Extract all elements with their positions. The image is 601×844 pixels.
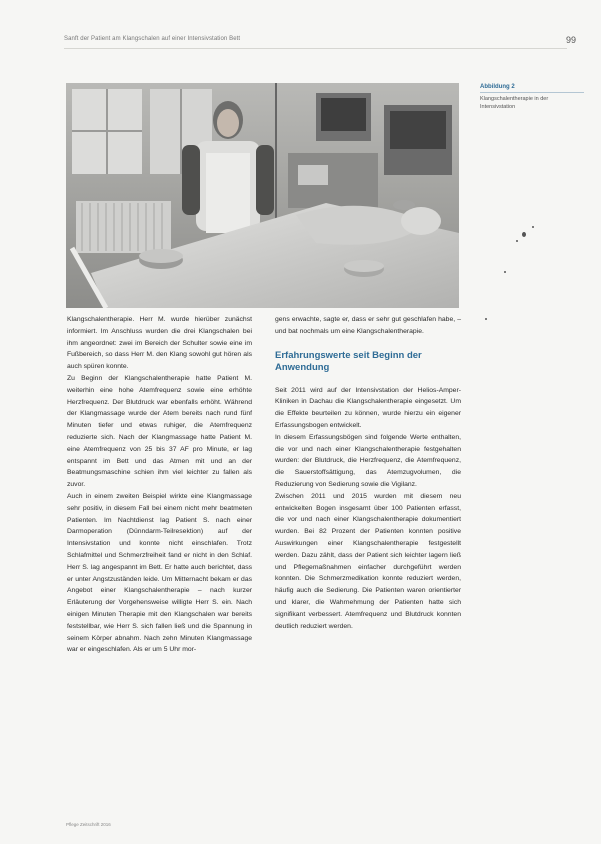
caption-rule [480, 92, 584, 93]
left-text-column [67, 314, 252, 656]
paragraph: gens erwachte, sagte er, dass er sehr gut geschlafen habe, – und bat nochmals um eine Klangschalentherapie. [275, 316, 461, 335]
page-footer: Pflege Zeitschrift 2016 [66, 822, 111, 827]
intensive-care-photo-illustration [66, 83, 459, 308]
paragraph: Zu Beginn der Klangschalentherapie hatte Patient M. weiterhin eine hohe Atemfrequenz sowie eine erhöhte Herzfrequenz. Der Blutdruck war ebenfalls erhöht. Während der Klangmassage wurde der Atem bereits nach rund fünf Minuten tiefer und etwas ruhiger, die Atemfrequenz reduzierte sich. Nach der Klangmassage hatte Patient M. eine Atemfrequenz von 25 bis 37 AF pro Minute, er lag entspannt im Bett und das Atmen mit und an der Beatmungsmaschine schien ihm viel leichter zu fallen als zuvor. [67, 374, 252, 489]
scan-speck [522, 232, 526, 237]
scan-speck [516, 240, 518, 242]
header-rule [64, 48, 567, 49]
page-number: 99 [566, 35, 577, 45]
section-heading: Erfahrungswerte seit Beginn der Anwendung [275, 349, 422, 374]
intensive-care-photo [66, 83, 459, 308]
scan-speck [504, 271, 506, 273]
figure-caption-text: Klangschalentherapie in der Intensivstation [480, 96, 549, 110]
paragraph: In diesem Erfassungsbögen sind folgende Werte enthalten, die vor und nach einer Klangschalentherapie festgehalten wurden: der Blutdruck, die Herzfrequenz, die Atemfrequenz, die Sauerstoffsättigung, das Atemzugvolumen, die Reduzierung von Sedierung sowie die Vigilanz. [275, 433, 461, 488]
running-header: Sanft der Patient am Klangschalen auf einer Intensivstation Bett [64, 36, 241, 42]
scan-speck [485, 318, 487, 320]
right-text-column [275, 314, 461, 632]
paragraph: Zwischen 2011 und 2015 wurden mit diesem neu entwickelten Bogen insgesamt über 100 Patienten erfasst, die vor und nach einer Klangschalentherapie dokumentiert wurden. Bei 82 Prozent der Patienten konnten positive Auswirkungen einer Klangschalentherapie festgestellt werden. Dazu zählt, dass der Patient sich leichter lagern ließ und Pflegemaßnahmen einfacher durchgeführt werden konnten. Die Schmerzmedikation konnte reduziert werden, häufig auch die Sedierung. Die Patienten waren orientierter und klarer, die Wahrnehmung der Patienten hatte sich signifikant verbessert. Atemfrequenz und Blutdruck konnten deutlich reduziert werden. [275, 492, 461, 630]
scan-speck [532, 226, 534, 228]
paragraph: Klangschalentherapie. Herr M. wurde hierüber zunächst informiert. Im Anschluss wurden die drei Klangschalen bei ihm angeordnet: zwei im Bereich der Schulter sowie eine im Fußbereich, so dass Herr M. den Klang sowohl gut hören als auch spüren konnte. [67, 316, 252, 371]
paragraph: Seit 2011 wird auf der Intensivstation der Helios-Amper-Kliniken in Dachau die Klangschalentherapie eingesetzt. Um die Effekte beurteilen zu können, wurde hierzu ein eigener Erfassungsbogen entwickelt. [275, 386, 461, 429]
figure-label: Abbildung 2 [480, 84, 515, 90]
paragraph: Auch in einem zweiten Beispiel wirkte eine Klangmassage sehr positiv, in diesem Fall bei einem nicht mehr beatmeten Patienten. Im Nachtdienst lag Patient S. nach einer Darmoperation (Dünndarm-Teilresektion) auf der Intensivstation und konnte nicht einschlafen. Trotz Schlafmittel und Schmerzfreiheit fand er nicht in den Schlaf. Herr S. lag angespannt im Bett. Er hatte auch berichtet, dass er unter Angstzuständen leide. Um Mitternacht bekam er das Angebot einer Klangschalentherapie – nach kurzer Erläuterung der Vorgehensweise willigte Herr S. ein. Nach einigen Minuten Therapie mit den Klangschalen war bereits feststellbar, wie Herr S. sich fallen ließ und die Spannung in seinem Körper abnahm. Nach zehn Minuten Klangmassage war er eingeschlafen. Als er um 5 Uhr mor- [67, 492, 252, 654]
figure-caption [480, 84, 580, 111]
